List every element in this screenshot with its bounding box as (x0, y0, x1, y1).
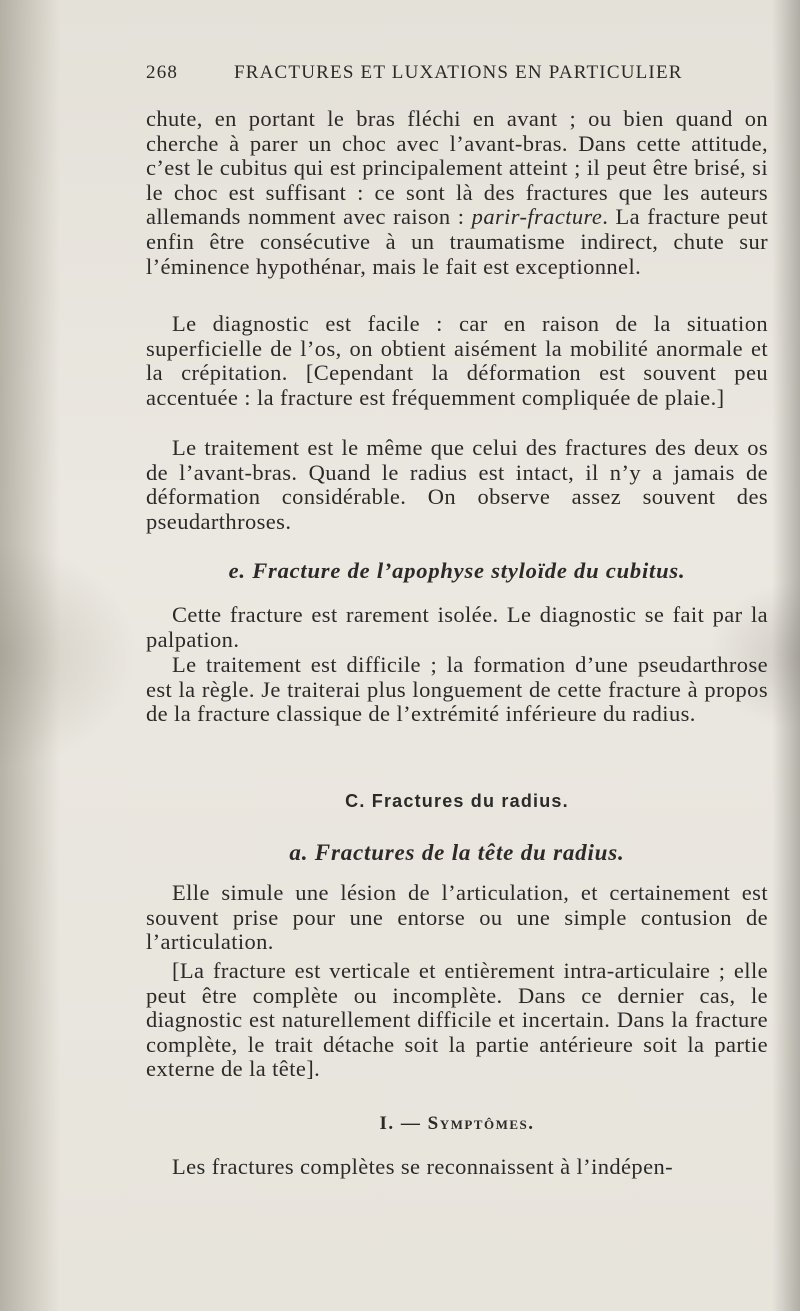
paragraph-text: chute, en portant le bras fléchi en avant ; ou bien quand on cherche à parer un choc avec l’avant-bras. Dans cette attitude, c’est le cubitus qui est principalement atteint ; il peut être brisé, si le choc est suffisant : ce sont là des fractures que les auteurs allemands nomment avec raison : (146, 106, 768, 230)
paragraph-text: Elle simule une lésion de l’articulation, et certainement est souvent prise pour une entorse ou une simple contusion de l’articulation. (146, 880, 768, 955)
paragraph-radius-head-detail (146, 959, 768, 1082)
running-title: FRACTURES ET LUXATIONS EN PARTICULIER (234, 62, 683, 83)
paragraph-text: Les fractures complètes se reconnaissent à l’indépen- (172, 1154, 673, 1179)
section-heading-symptoms (146, 1113, 768, 1135)
paragraph-styloid-diagnosis (146, 603, 768, 652)
page-shadow-left (0, 0, 60, 1311)
section-heading-radius: C. Fractures du radius. (345, 791, 569, 811)
paragraph-radius-head-intro (146, 881, 768, 955)
page-header (146, 62, 786, 92)
paragraph-text: . La fracture peut enfin être consécutive à un traumatisme indirect, chute sur l’éminence hypothénar, mais le fait est exceptionnel. (146, 204, 768, 279)
paragraph-text: Le traitement est difficile ; la formation d’une pseudarthrose est la règle. Je traiterai plus longuement de cette fracture à propos de la fracture classique de l’extrémité inférieure du radius. (146, 652, 768, 727)
page-number: 268 (146, 62, 179, 83)
paragraph-symptoms (146, 1155, 768, 1180)
paragraph-text: Le diagnostic est facile : car en raison de la situation superficielle de l’os, on obtient aisément la mobilité anormale et la crépitation. [Cependant la déformation est souvent peu accentuée : la fracture est fréquemment compliquée de plaie.] (146, 311, 768, 410)
section-heading-styloid: e. Fracture de l’apophyse styloïde du cubitus. (228, 558, 686, 583)
heading-number: I. — (379, 1113, 428, 1134)
paragraph-treatment (146, 436, 768, 534)
paragraph-text: Le traitement est le même que celui des fractures des deux os de l’avant-bras. Quand le radius est intact, il n’y a jamais de déformation considérable. On observe assez souvent des pseudarthroses. (146, 435, 768, 534)
italic-term: parir-fracture (471, 204, 603, 230)
section-heading-radius-head: a. Fractures de la tête du radius. (289, 840, 625, 865)
paragraph-continuation (146, 107, 768, 279)
paragraph-text: Cette fracture est rarement isolée. Le diagnostic se fait par la palpation. (146, 602, 768, 652)
heading-title: Symptômes. (427, 1113, 535, 1134)
page-shadow-right (772, 0, 800, 1311)
paragraph-diagnostic (146, 312, 768, 410)
paragraph-text: [La fracture est verticale et entièrement intra-articulaire ; elle peut être complète ou incomplète. Dans ce dernier cas, le diagnostic est naturellement difficile et incertain. Dans la fracture complète, le trait détache soit la partie antérieure soit la partie externe de la tête]. (146, 958, 768, 1082)
paragraph-styloid-treatment (146, 653, 768, 727)
